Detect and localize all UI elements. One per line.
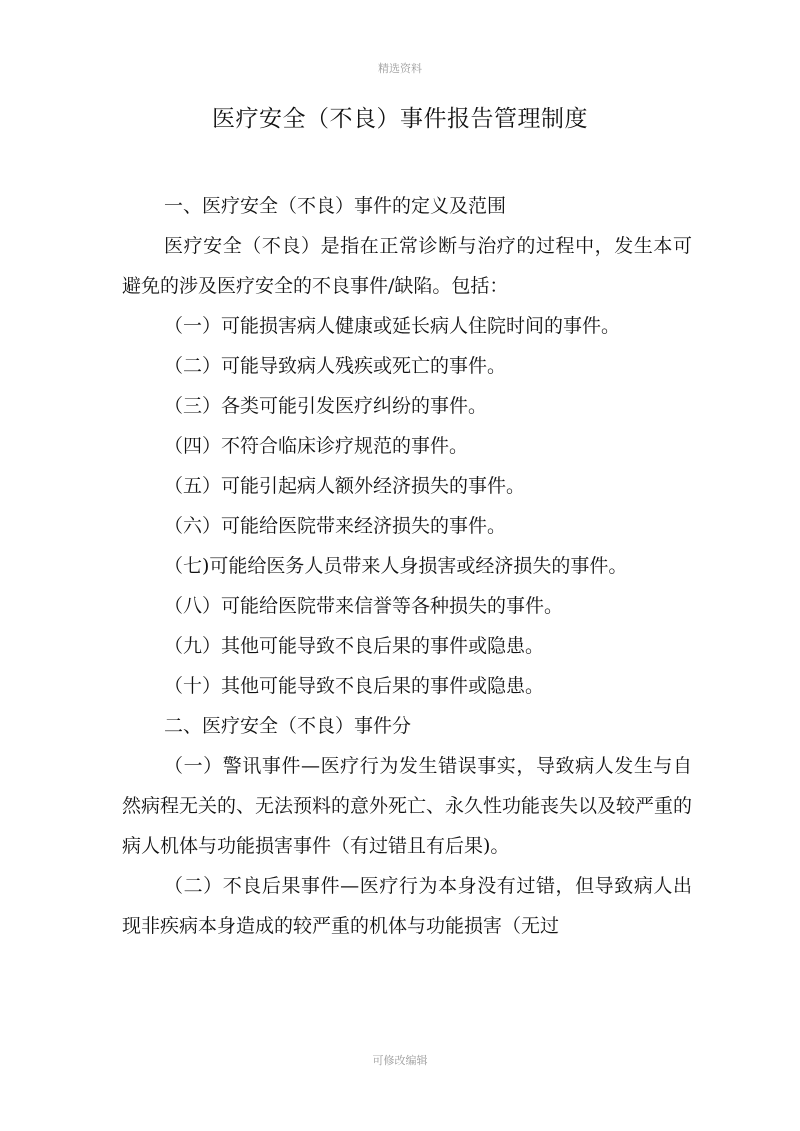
paragraph: 医疗安全（不良）是指在正常诊断与治疗的过程中，发生本可避免的涉及医疗安全的不良事件/缺陷。包括：: [122, 235, 692, 297]
list-item: （二）可能导致病人残疾或死亡的事件。: [164, 355, 507, 377]
list-item: （九）其他可能导致不良后果的事件或隐患。: [164, 635, 545, 657]
list-item: （三）各类可能引发医疗纠纷的事件。: [164, 395, 488, 417]
list-item: （五）可能引起病人额外经济损失的事件。: [164, 475, 526, 497]
section-heading: 一、医疗安全（不良）事件的定义及范围: [164, 195, 507, 217]
section-heading: 二、医疗安全（不良）事件分: [164, 715, 412, 737]
paragraph: （一）警讯事件—医疗行为发生错误事实，导致病人发生与自然病程无关的、无法预料的意外死亡、永久性功能丧失以及较严重的病人机体与功能损害事件（有过错且有后果)。: [122, 755, 693, 857]
list-item: （一）可能损害病人健康或延长病人住院时间的事件。: [164, 315, 621, 337]
list-item: （八）可能给医院带来信誉等各种损失的事件。: [164, 595, 564, 617]
document-title: 医疗安全（不良）事件报告管理制度: [212, 106, 588, 132]
header-note: 精选资料: [378, 62, 422, 75]
list-item: （四）不符合临床诊疗规范的事件。: [164, 435, 469, 457]
footer-note: 可修改编辑: [372, 1054, 428, 1067]
document-body: [122, 186, 692, 946]
paragraph: （二）不良后果事件—医疗行为本身没有过错，但导致病人出现非疾病本身造成的较严重的机体与功能损害（无过: [122, 875, 692, 937]
list-item: （十）其他可能导致不良后果的事件或隐患。: [164, 675, 545, 697]
list-item: （六）可能给医院带来经济损失的事件。: [164, 515, 507, 537]
list-item: （七)可能给医务人员带来人身损害或经济损失的事件。: [164, 555, 628, 577]
